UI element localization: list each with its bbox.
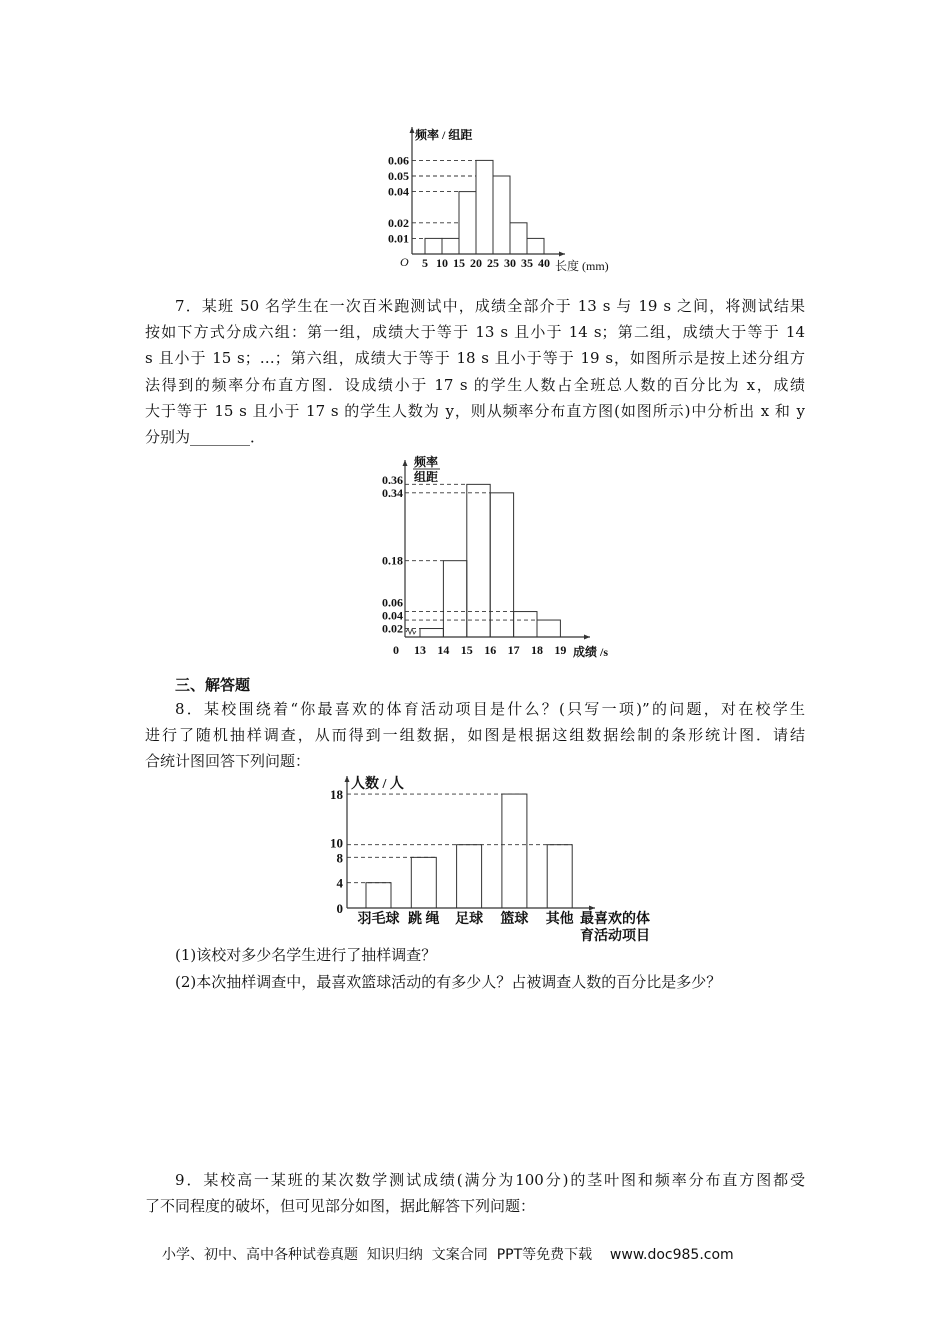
q7-line: 分别为________． bbox=[145, 428, 266, 447]
y-tick-label: 0.18 bbox=[382, 553, 403, 568]
q8-line: 进行了随机抽样调查，从而得到一组数据，如图是根据这组数据绘制的条形统计图．请结 bbox=[145, 726, 805, 745]
x-tick-label: 25 bbox=[487, 256, 499, 270]
x-tick-label: 15 bbox=[460, 643, 473, 657]
x-axis-label: 长度 (mm) bbox=[555, 259, 609, 273]
q9-line: 了不同程度的破坏，但可见部分如图，据此解答下列问题： bbox=[145, 1197, 536, 1216]
y-tick-label: 0.06 bbox=[388, 153, 409, 168]
y-axis-arrow-icon bbox=[345, 776, 350, 782]
bar bbox=[547, 845, 572, 908]
q7-line: s 且小于 15 s；…；第六组，成绩大于等于 18 s 且小于等于 19 s，如图所示是按上述分组方 bbox=[145, 349, 805, 368]
y-tick-label: 0.04 bbox=[388, 184, 409, 199]
y-axis-label: 频率 / 组距 bbox=[415, 128, 473, 142]
q8-sub-question-2: (2)本次抽样调查中，最喜欢篮球活动的有多少人？占被调查人数的百分比是多少？ bbox=[175, 973, 722, 991]
q8-line: 合统计图回答下列问题： bbox=[145, 752, 311, 771]
bar bbox=[502, 794, 527, 908]
bar bbox=[457, 845, 482, 908]
y-tick-label: 4 bbox=[336, 875, 343, 891]
x-tick-label: 20 bbox=[470, 256, 482, 270]
y-tick-label: 18 bbox=[330, 787, 343, 803]
x-category-label: 篮球 bbox=[500, 912, 529, 927]
x-tick-label: 19 bbox=[554, 643, 567, 657]
y-tick-label: 0 bbox=[336, 901, 343, 916]
bar bbox=[366, 883, 391, 908]
y-tick-label: 10 bbox=[330, 835, 343, 851]
y-tick-label: 0.01 bbox=[388, 231, 409, 246]
x-tick-label: 40 bbox=[538, 256, 550, 270]
x-tick-label: 10 bbox=[436, 256, 448, 270]
y-axis-label-denominator: 组距 bbox=[414, 470, 439, 484]
x-category-label: 足球 bbox=[455, 912, 484, 927]
y-tick-label: 0.02 bbox=[382, 621, 403, 636]
section-heading: 三、解答题 bbox=[175, 676, 251, 694]
y-tick-label: 8 bbox=[336, 850, 343, 866]
y-tick-label: 0.06 bbox=[382, 595, 403, 610]
q9-line: 9．某校高一某班的某次数学测试成绩(满分为100分)的茎叶图和频率分布直方图都受 bbox=[175, 1171, 805, 1189]
y-tick-label: 0.04 bbox=[382, 608, 403, 623]
x-tick-label: 13 bbox=[414, 643, 426, 657]
x-axis-label: 最喜欢的体 bbox=[580, 912, 650, 927]
q8-sub-question-1: (1)该校对多少名学生进行了抽样调查？ bbox=[175, 946, 437, 964]
q8-line: 8．某校围绕着“你最喜欢的体育活动项目是什么？(只写一项)”的问题，对在校学生 bbox=[175, 700, 805, 718]
origin-label: O bbox=[400, 255, 409, 269]
x-axis-label: 育活动项目 bbox=[580, 929, 650, 944]
x-category-label: 跳 绳 bbox=[408, 912, 440, 927]
x-axis-arrow-icon bbox=[589, 906, 595, 911]
y-tick-label: 0.05 bbox=[388, 169, 409, 183]
y-axis-label: 人数 / 人 bbox=[351, 777, 404, 792]
x-axis-label: 成绩 /s bbox=[573, 645, 609, 659]
question-9 bbox=[145, 1167, 805, 1219]
footer-text: 小学、初中、高中各种试卷真题 知识归纳 文案合同 PPT等免费下载 www.doc985.com bbox=[162, 1247, 734, 1263]
x-tick-label: 35 bbox=[521, 256, 533, 270]
bar bbox=[411, 857, 436, 908]
x-category-label: 羽毛球 bbox=[357, 912, 400, 927]
q7-line: 按如下方式分成六组：第一组，成绩大于等于 13 s 且小于 14 s；第二组，成绩大于等于 14 bbox=[145, 323, 805, 342]
x-tick-label: 5 bbox=[422, 256, 428, 270]
q7-line: 法得到的频率分布直方图．设成绩小于 17 s 的学生人数占全班总人数的百分比为 x，成绩 bbox=[145, 375, 805, 394]
x-tick-label: 30 bbox=[504, 256, 516, 270]
y-tick-label: 0.34 bbox=[382, 485, 403, 500]
y-tick-label: 0.02 bbox=[388, 215, 409, 230]
x-tick-label: 16 bbox=[484, 643, 497, 657]
x-category-label: 其他 bbox=[545, 912, 574, 927]
y-axis-label-numerator: 频率 bbox=[414, 455, 439, 469]
x-tick-label: 14 bbox=[437, 643, 450, 657]
x-tick-label: 18 bbox=[531, 643, 543, 657]
q7-line: 7．某班 50 名学生在一次百米跑测试中，成绩全部介于 13 s 与 19 s 之间，将测试结果 bbox=[175, 297, 805, 315]
q7-line: 大于等于 15 s 且小于 17 s 的学生人数为 y，则从频率分布直方图(如图所示)中分析出 x 和 y bbox=[145, 401, 805, 420]
x-tick-label: 15 bbox=[453, 256, 465, 270]
x-tick-label: 17 bbox=[507, 643, 520, 657]
y-tick-label: 0.36 bbox=[382, 472, 403, 487]
origin-label: 0 bbox=[393, 643, 399, 657]
